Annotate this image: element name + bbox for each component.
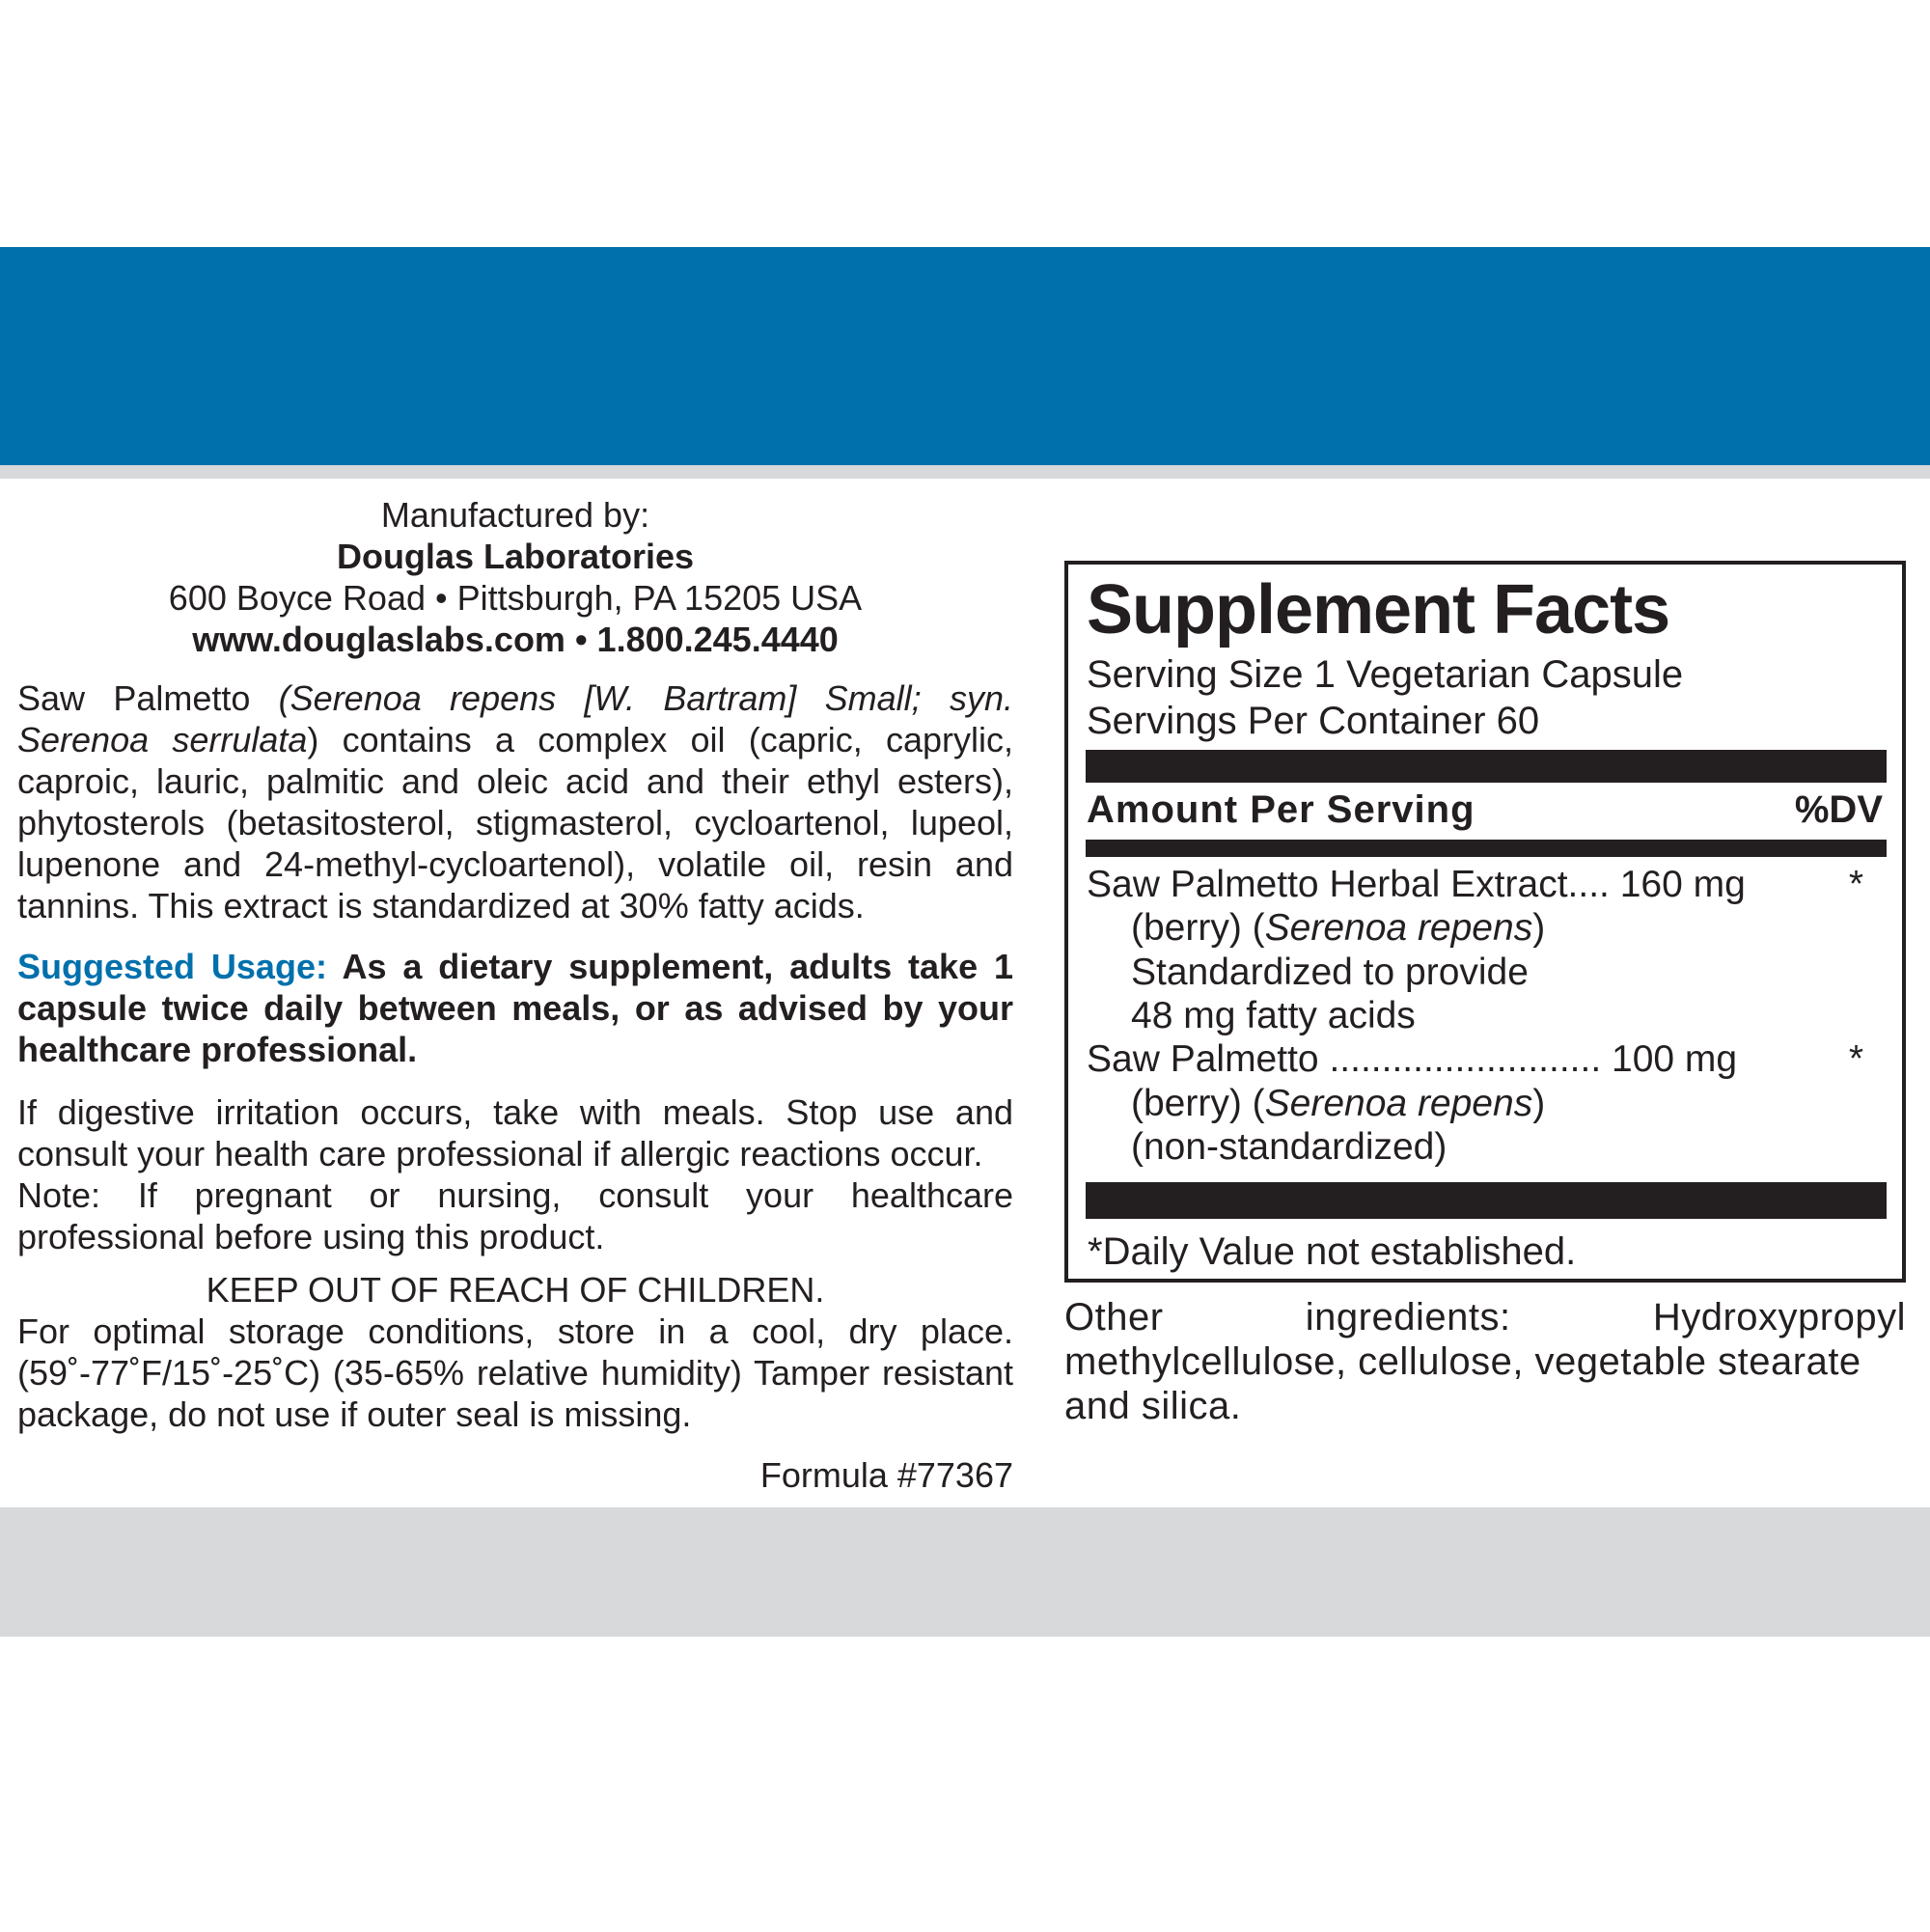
suggested-usage xyxy=(17,946,1013,1070)
facts-medium-rule xyxy=(1086,840,1887,857)
facts-row-palmetto-dv: * xyxy=(1848,1038,1863,1080)
other-ingredients-rest: methylcellulose, cellulose, vegetable stearate and silica. xyxy=(1064,1340,1861,1427)
servings-per-container: Servings Per Container 60 xyxy=(1087,700,1540,742)
description-latin-name: (Serenoa repens [W. Bartram] Small; syn. Serenoa serrulata xyxy=(17,678,1013,759)
pregnancy-note: Note: If pregnant or nursing, consult your healthcare professional before using this product. xyxy=(17,1175,1013,1256)
manufacturer-contact: www.douglaslabs.com • 1.800.245.4440 xyxy=(192,620,839,659)
description-lead: Saw Palmetto xyxy=(17,678,279,718)
other-ingredients-line1 xyxy=(1064,1295,1906,1339)
serving-size: Serving Size 1 Vegetarian Capsule xyxy=(1087,653,1684,696)
description-body: ) contains a complex oil (capric, caprylic, caproic, lauric, palmitic and oleic acid and their ethyl esters), phytosterols (betasitosterol, stigmasterol, cycloartenol, lupeol, lupenone and 24-methyl-cycloartenol), volatile oil, resin and tannins. This extract is standardized at 30% fatty acids. xyxy=(17,720,1013,925)
source-suffix: ) xyxy=(1532,1083,1546,1124)
footer-gray-band xyxy=(0,1507,1930,1637)
suggested-usage-text: As a dietary supplement, adults take 1 capsule twice daily between meals, or as advised by your healthcare professional. xyxy=(17,947,1013,1069)
facts-row-extract-source xyxy=(1131,907,1545,950)
other-ingredients-word2: ingredients: xyxy=(1305,1296,1511,1339)
keep-out-notice: KEEP OUT OF REACH OF CHILDREN. xyxy=(206,1270,825,1310)
other-ingredients-word3: Hydroxypropyl xyxy=(1652,1296,1906,1339)
header-blue-band xyxy=(0,247,1930,465)
source-prefix: (berry) ( xyxy=(1131,1083,1265,1124)
daily-value-footnote: *Daily Value not established. xyxy=(1088,1230,1577,1273)
storage-instructions: For optimal storage conditions, store in a cool, dry place. (59˚-77˚F/15˚-25˚C) (35-65% relative humidity) Tamper resistant package, do not use if outer seal is missing. xyxy=(17,1311,1013,1434)
facts-title: Supplement Facts xyxy=(1087,571,1670,649)
warning-text: If digestive irritation occurs, take with meals. Stop use and consult your health care professional if allergic reactions occur. xyxy=(17,1092,1013,1173)
manufacturer-block xyxy=(17,494,1013,660)
source-latin: Serenoa repens xyxy=(1264,907,1533,949)
header-gray-stripe xyxy=(0,465,1930,479)
source-suffix: ) xyxy=(1532,907,1546,949)
other-ingredients-word1: Other xyxy=(1064,1296,1164,1339)
facts-row-extract-std1: Standardized to provide xyxy=(1131,952,1529,993)
ingredient-description xyxy=(17,677,1013,926)
manufacturer-label: Manufactured by: xyxy=(380,495,650,535)
source-latin: Serenoa repens xyxy=(1264,1083,1533,1124)
facts-row-palmetto-source xyxy=(1131,1083,1545,1125)
manufacturer-name: Douglas Laboratories xyxy=(336,537,695,576)
other-ingredients xyxy=(1064,1295,1906,1428)
manufacturer-address: 600 Boyce Road • Pittsburgh, PA 15205 USA xyxy=(168,578,863,618)
suggested-usage-label: Suggested Usage: xyxy=(17,947,327,986)
supplement-facts-panel xyxy=(1064,561,1906,1283)
facts-row-palmetto-note: (non-standardized) xyxy=(1131,1126,1448,1168)
facts-bottom-rule xyxy=(1086,1182,1887,1219)
formula-number: Formula #77367 xyxy=(759,1455,1013,1495)
amount-per-serving-header: Amount Per Serving xyxy=(1087,788,1475,831)
facts-thick-rule xyxy=(1086,750,1887,783)
facts-row-extract-dv: * xyxy=(1848,864,1863,905)
facts-row-palmetto: Saw Palmetto .......................... 100 mg xyxy=(1087,1038,1738,1080)
daily-value-header: %DV xyxy=(1794,788,1883,831)
label-left-column xyxy=(17,494,1013,1531)
source-prefix: (berry) ( xyxy=(1131,907,1265,949)
facts-row-extract: Saw Palmetto Herbal Extract.... 160 mg xyxy=(1087,864,1746,905)
facts-row-extract-std2: 48 mg fatty acids xyxy=(1131,995,1416,1036)
